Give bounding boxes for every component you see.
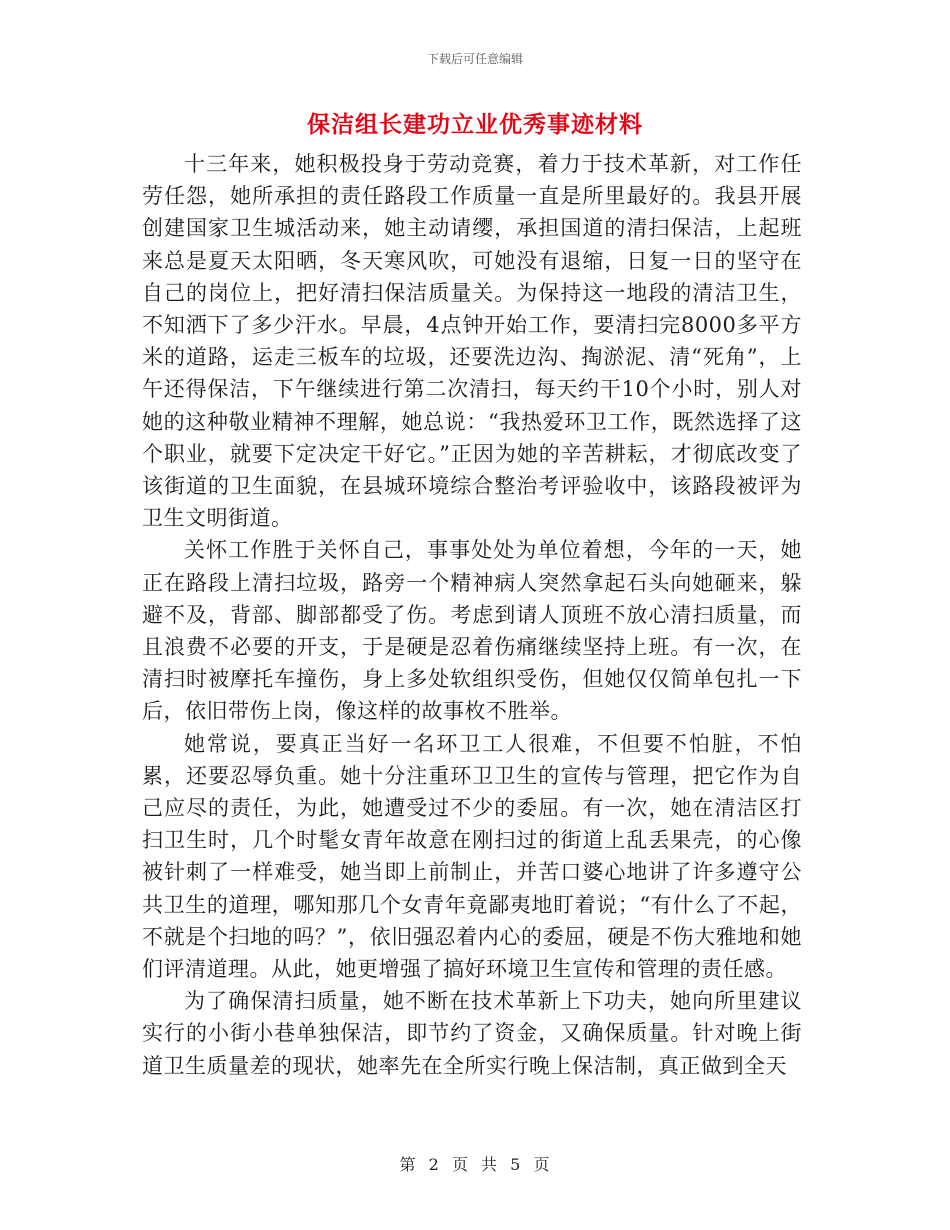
paragraph-4: 为了确保清扫质量，她不断在技术革新上下功夫，她向所里建议实行的小街小巷单独保洁，即节约了资金，又确保质量。针对晚上街道卫生质量差的现状，她率先在全所实行晚上保洁制，真正做到全天 [142,989,802,1078]
footer-total-unit: 页 [533,1155,551,1174]
page-footer [0,1152,950,1175]
footer-page-unit: 页 [451,1155,469,1174]
footer-page-total: 5 [510,1155,522,1174]
header-note: 下载后可任意编辑 [426,52,523,66]
document-body [142,148,802,1082]
paragraph-2: 关怀工作胜于关怀自己，事事处处为单位着想，今年的一天，她正在路段上清扫垃圾，路旁一个精神病人突然拿起石头向她砸来，躲避不及，背部、脚部都受了伤。考虑到请人顶班不放心清扫质量，而且浪费不必要的开支，于是硬是忍着伤痛继续坚持上班。有一次，在清扫时被摩托车撞伤，身上多处软组织受伤，但她仅仅简单包扎一下后，依旧带伤上岗，像这样的故事枚不胜举。 [142,538,802,724]
footer-total-prefix: 共 [481,1155,499,1174]
document-title: 保洁组长建功立业优秀事迹材料 [307,111,643,138]
footer-page-prefix: 第 [399,1155,417,1174]
paragraph-3: 她常说，要真正当好一名环卫工人很难，不但要不怕脏，不怕累，还要忍辱负重。她十分注重环卫卫生的宣传与管理，把它作为自己应尽的责任，为此，她遭受过不少的委屈。有一次，她在清洁区打扫卫生时，几个时髦女青年故意在刚扫过的街道上乱丢果壳，的心像被针刺了一样难受，她当即上前制止，并苦口婆心地讲了许多遵守公共卫生的道理，哪知那几个女青年竟鄙夷地盯着说；“有什么了不起，不就是个扫地的吗？”，依旧强忍着内心的委屈，硬是不伤大雅地和她们评清道理。从此，她更增强了搞好环境卫生宣传和管理的责任感。 [142,731,802,982]
paragraph-1: 十三年来，她积极投身于劳动竞赛，着力于技术革新，对工作任劳任怨，她所承担的责任路段工作质量一直是所里最好的。我县开展创建国家卫生城活动来，她主动请缨，承担国道的清扫保洁，上起班来总是夏天太阳晒，冬天寒风吹，可她没有退缩，日复一日的坚守在自己的岗位上，把好清扫保洁质量关。为保持这一地段的清洁卫生，不知洒下了多少汗水。早晨，4点钟开始工作，要清扫完8000多平方米的道路，运走三板车的垃圾，还要洗边沟、掏淤泥、清“死角”，上午还得保洁，下午继续进行第二次清扫，每天约干10个小时，别人对她的这种敬业精神不理解，她总说：“我热爱环卫工作，既然选择了这个职业，就要下定决定干好它。”正因为她的辛苦耕耘，才彻底改变了该街道的卫生面貌，在县城环境综合整治考评验收中，该路段被评为卫生文明街道。 [142,152,802,531]
footer-page-current: 2 [428,1155,440,1174]
